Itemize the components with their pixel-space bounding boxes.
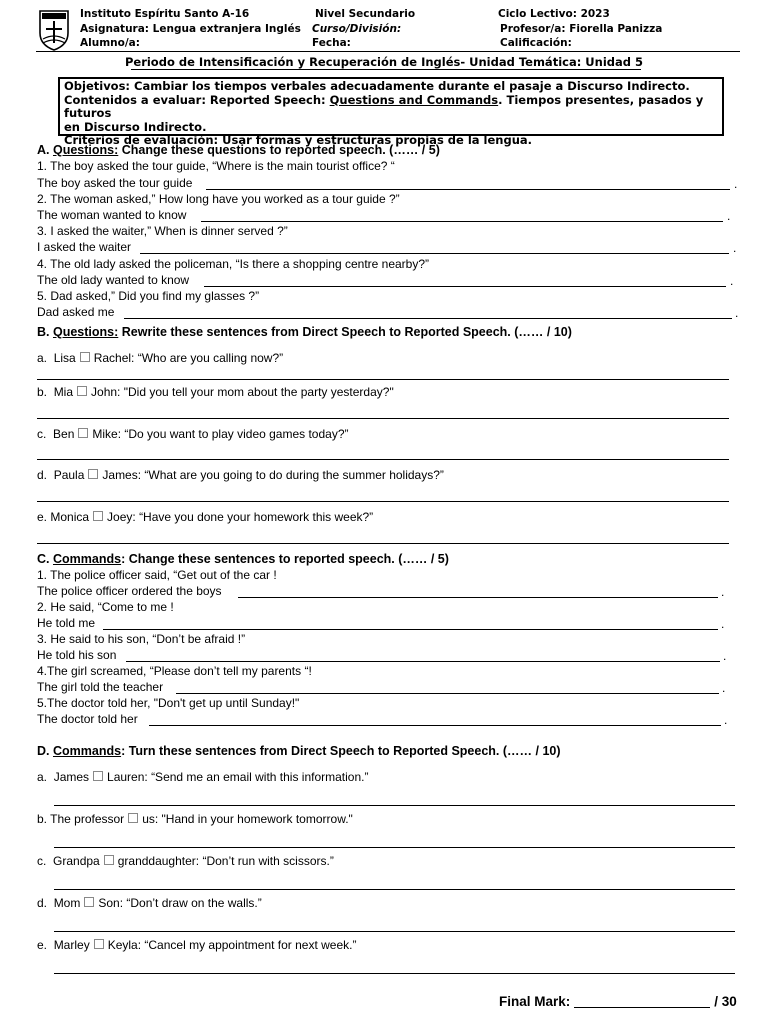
speaker: The professor <box>50 812 125 826</box>
arrow-glyph-icon <box>84 897 94 907</box>
section-instruction: : Change these sentences to reported speech. (…… / 5) <box>121 552 449 566</box>
course-label: Curso/División: <box>312 23 402 35</box>
answer-line[interactable] <box>54 847 735 848</box>
period-dot: . <box>735 306 739 320</box>
answer-line[interactable] <box>124 304 732 319</box>
quoted-sentence: James: “What are you going to do during the summer holidays?” <box>102 468 444 482</box>
speaker: Monica <box>50 510 90 524</box>
period-dot: . <box>733 241 737 255</box>
exercise-item <box>37 937 356 953</box>
contents-line <box>64 94 718 121</box>
period-dot: . <box>727 209 731 223</box>
answer-line[interactable] <box>103 615 718 630</box>
contents-topic: Questions and Commands <box>329 92 499 107</box>
quoted-sentence: Mike: “Do you want to play video games today?” <box>92 427 349 441</box>
objectives-box <box>58 77 724 147</box>
section-instruction: : Turn these sentences from Direct Speech to Reported Speech. (…… / 10) <box>121 744 561 758</box>
exercise-item <box>37 426 349 442</box>
answer-line[interactable] <box>37 543 729 544</box>
quoted-sentence: Son: “Don’t draw on the walls.” <box>98 896 262 910</box>
item-letter: e. <box>37 938 48 952</box>
level-label: Nivel Secundario <box>315 8 416 20</box>
command-prompt: 5.The doctor told her, "Don't get up until Sunday!" <box>37 696 300 710</box>
arrow-glyph-icon <box>104 855 114 865</box>
item-letter: d. <box>37 896 48 910</box>
answer-line[interactable] <box>37 418 729 419</box>
exercise-item <box>37 811 353 827</box>
answer-line[interactable] <box>149 711 721 726</box>
answer-line[interactable] <box>54 889 735 890</box>
period-dot: . <box>721 585 725 599</box>
answer-stem: The woman wanted to know <box>37 208 187 222</box>
period-title-underline <box>131 69 641 70</box>
exercise-item <box>37 853 334 869</box>
teacher-label: Profesor/a: Fiorella Panizza <box>500 23 663 35</box>
arrow-glyph-icon <box>93 771 103 781</box>
school-header <box>0 0 768 56</box>
speaker: Grandpa <box>53 854 100 868</box>
section-a-heading <box>37 142 440 158</box>
exercise-item <box>37 895 262 911</box>
question-prompt: 5. Dad asked,” Did you find my glasses ?” <box>37 289 260 303</box>
quoted-sentence: Keyla: “Cancel my appointment for next week.” <box>107 938 357 952</box>
exercise-item <box>37 384 394 400</box>
arrow-glyph-icon <box>94 939 104 949</box>
speaker: James <box>53 770 90 784</box>
answer-line[interactable] <box>201 207 723 222</box>
final-mark <box>499 993 737 1011</box>
answer-line[interactable] <box>176 679 719 694</box>
arrow-glyph-icon <box>77 386 87 396</box>
contents-suffix: . Tiempos presentes, pasados y futuros <box>64 92 704 120</box>
final-mark-field[interactable] <box>574 993 710 1008</box>
question-prompt: 4. The old lady asked the policeman, “Is there a shopping centre nearby?” <box>37 257 430 271</box>
quoted-sentence: Lauren: “Send me an email with this information.” <box>107 770 369 784</box>
subject-label: Asignatura: Lengua extranjera Inglés <box>80 23 301 35</box>
quoted-sentence: Joey: “Have you done your homework this week?” <box>107 510 374 524</box>
section-d-heading <box>37 743 561 759</box>
exercise-item <box>37 769 369 785</box>
answer-line[interactable] <box>204 272 726 287</box>
speaker: Paula <box>53 468 85 482</box>
answer-line[interactable] <box>140 239 729 254</box>
answer-line[interactable] <box>126 647 720 662</box>
answer-stem: The doctor told her <box>37 712 138 726</box>
date-label: Fecha: <box>312 37 351 49</box>
section-label: Commands <box>52 552 122 566</box>
period-dot: . <box>734 177 738 191</box>
student-label: Alumno/a: <box>80 37 140 49</box>
section-letter: D. <box>37 744 50 758</box>
answer-stem: Dad asked me <box>37 305 115 319</box>
section-instruction: Change these questions to reported speech. (…… / 5) <box>118 143 440 157</box>
command-prompt: 4.The girl screamed, “Please don’t tell my parents “! <box>37 664 312 678</box>
school-crest-icon <box>38 9 70 51</box>
section-letter: A. <box>37 143 50 157</box>
exercise-item <box>37 467 444 483</box>
objectives-line: Objetivos: Cambiar los tiempos verbales adecuadamente durante el pasaje a Discurso Indirecto. <box>64 79 690 93</box>
item-letter: c. <box>37 427 47 441</box>
section-letter: B. <box>37 325 50 339</box>
section-b-heading <box>37 324 572 340</box>
section-label: Questions: <box>52 325 119 339</box>
item-letter: d. <box>37 468 48 482</box>
answer-line[interactable] <box>54 931 735 932</box>
question-prompt: 1. The boy asked the tour guide, “Where is the main tourist office? “ <box>37 159 395 173</box>
answer-line[interactable] <box>54 805 735 806</box>
item-letter: c. <box>37 854 47 868</box>
answer-stem: The girl told the teacher <box>37 680 164 694</box>
arrow-glyph-icon <box>78 428 88 438</box>
arrow-glyph-icon <box>128 813 138 823</box>
period-title: Periodo de Intensificación y Recuperación de Inglés- Unidad Temática: Unidad 5 <box>124 55 644 69</box>
item-letter: e. <box>37 510 48 524</box>
answer-stem: The boy asked the tour guide <box>37 176 193 190</box>
answer-line[interactable] <box>37 459 729 460</box>
final-mark-total: / 30 <box>714 994 737 1009</box>
section-c-heading <box>37 551 449 567</box>
answer-stem: I asked the waiter <box>37 240 132 254</box>
quoted-sentence: granddaughter: “Don’t run with scissors.” <box>117 854 334 868</box>
answer-stem: He told his son <box>37 648 117 662</box>
grade-label: Calificación: <box>500 37 572 49</box>
answer-line[interactable] <box>206 175 730 190</box>
quoted-sentence: us: "Hand in your homework tomorrow." <box>142 812 353 826</box>
final-mark-label: Final Mark: <box>499 994 571 1009</box>
exercise-item <box>37 350 283 366</box>
command-prompt: 2. He said, “Come to me ! <box>37 600 174 614</box>
speaker: Marley <box>53 938 90 952</box>
quoted-sentence: Rachel: “Who are you calling now?” <box>93 351 284 365</box>
answer-stem: He told me <box>37 616 96 630</box>
item-letter: b. <box>37 385 48 399</box>
contents-prefix: Contenidos a evaluar: Reported Speech: <box>64 92 330 107</box>
answer-stem: The police officer ordered the boys <box>37 584 222 598</box>
cycle-label: Ciclo Lectivo: 2023 <box>498 8 610 20</box>
contents-line-cont: en Discurso Indirecto. <box>64 119 207 134</box>
question-prompt: 3. I asked the waiter,” When is dinner served ?” <box>37 224 288 238</box>
school-name: Instituto Espíritu Santo A-16 <box>80 8 250 20</box>
speaker: Lisa <box>53 351 76 365</box>
command-prompt: 3. He said to his son, “Don’t be afraid !” <box>37 632 246 646</box>
question-prompt: 2. The woman asked,” How long have you worked as a tour guide ?” <box>37 192 400 206</box>
speaker: Mom <box>53 896 81 910</box>
criteria-line: Criterios de evaluación: Usar formas y estructuras propias de la lengua. <box>64 133 533 147</box>
arrow-glyph-icon <box>88 469 98 479</box>
answer-line[interactable] <box>37 501 729 502</box>
header-rule <box>36 51 740 52</box>
quoted-sentence: John: "Did you tell your mom about the party yesterday?" <box>91 385 394 399</box>
answer-stem: The old lady wanted to know <box>37 273 190 287</box>
exercise-item <box>37 509 373 525</box>
answer-line[interactable] <box>54 973 735 974</box>
period-dot: . <box>722 681 726 695</box>
item-letter: a. <box>37 351 48 365</box>
item-letter: b. <box>37 812 48 826</box>
answer-line[interactable] <box>37 379 729 380</box>
period-dot: . <box>723 649 727 663</box>
command-prompt: 1. The police officer said, “Get out of the car ! <box>37 568 277 582</box>
section-label: Commands <box>52 744 122 758</box>
period-dot: . <box>730 274 734 288</box>
answer-line[interactable] <box>238 583 718 598</box>
speaker: Ben <box>53 427 75 441</box>
section-label: Questions: <box>52 143 119 157</box>
period-dot: . <box>721 617 725 631</box>
period-dot: . <box>724 713 728 727</box>
speaker: Mia <box>53 385 74 399</box>
section-letter: C. <box>37 552 50 566</box>
arrow-glyph-icon <box>80 352 90 362</box>
arrow-glyph-icon <box>93 511 103 521</box>
section-instruction: Rewrite these sentences from Direct Speech to Reported Speech. (…… / 10) <box>118 325 572 339</box>
item-letter: a. <box>37 770 48 784</box>
